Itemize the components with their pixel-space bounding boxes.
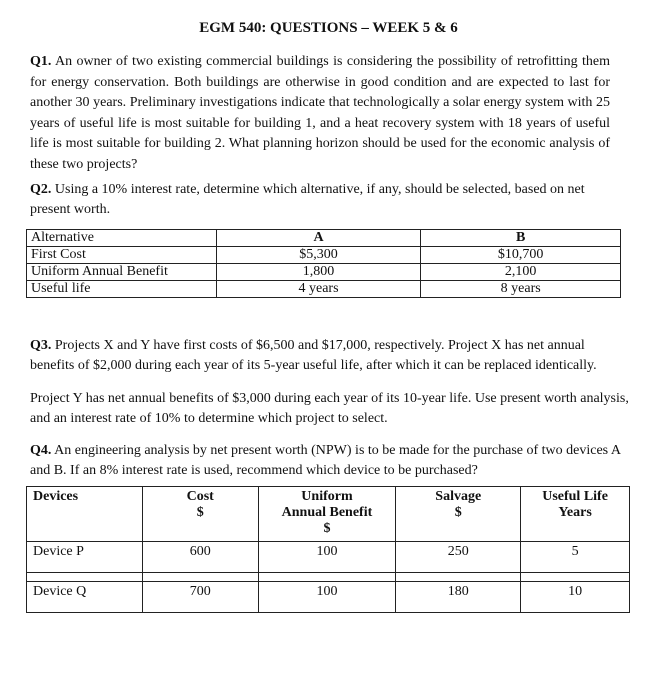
header-line: Years xyxy=(558,505,592,520)
table-cell: 5 xyxy=(521,542,630,573)
header-line: Salvage xyxy=(435,489,482,504)
table-header-row xyxy=(27,487,630,542)
header-line: Useful Life xyxy=(542,489,608,504)
table-cell: 10 xyxy=(521,582,630,613)
table-cell: 1,800 xyxy=(216,264,421,281)
devices-table xyxy=(26,486,630,613)
table-header-cell xyxy=(521,487,630,542)
table-cell: Uniform Annual Benefit xyxy=(27,264,217,281)
table-cell: 2,100 xyxy=(421,264,621,281)
table-cell: 700 xyxy=(142,582,258,613)
table-cell: 4 years xyxy=(216,281,421,298)
table-header-cell xyxy=(258,487,396,542)
question-1 xyxy=(30,52,610,175)
table-spacer-row xyxy=(27,573,630,582)
question-4 xyxy=(30,441,630,481)
table-header-cell: Alternative xyxy=(27,230,217,247)
table-row xyxy=(27,542,630,573)
question-text: An engineering analysis by net present worth (NPW) is to be made for the purchase of two devices A and B. If an 8% interest rate is used, recommend which device to be purchased? xyxy=(30,443,621,478)
table-cell: 100 xyxy=(258,542,396,573)
table-cell: 8 years xyxy=(421,281,621,298)
table-row xyxy=(27,582,630,613)
header-line: $ xyxy=(323,521,331,536)
question-text: Projects X and Y have first costs of $6,500 and $17,000, respectively. Project X has net annual benefits of $2,000 during each year of its 5-year useful life, after which it can be replaced identically. xyxy=(30,338,597,373)
table-cell: 600 xyxy=(142,542,258,573)
table-cell: 250 xyxy=(396,542,521,573)
table-header-cell: B xyxy=(421,230,621,247)
table-header-row xyxy=(27,230,621,247)
table-cell: Device P xyxy=(27,542,143,573)
table-row xyxy=(27,247,621,264)
table-cell: $5,300 xyxy=(216,247,421,264)
question-label: Q3. xyxy=(30,338,52,353)
table-cell: Device Q xyxy=(27,582,143,613)
table-cell: Useful life xyxy=(27,281,217,298)
table-cell: 180 xyxy=(396,582,521,613)
header-line: $ xyxy=(454,505,462,520)
question-2 xyxy=(30,180,615,220)
header-line: Annual Benefit xyxy=(281,505,373,520)
table-header-cell: Devices xyxy=(27,487,143,542)
question-label: Q4. xyxy=(30,443,52,458)
header-line: $ xyxy=(196,505,204,520)
table-cell: $10,700 xyxy=(421,247,621,264)
question-label: Q1. xyxy=(30,54,52,69)
question-3-continued: Project Y has net annual benefits of $3,000 during each year of its 10-year life. Use present worth analysis, and an interest rate of 10% to determine which project to select. xyxy=(30,391,629,426)
table-header-cell xyxy=(396,487,521,542)
table-cell: First Cost xyxy=(27,247,217,264)
alternatives-table xyxy=(26,229,621,298)
table-header-cell: A xyxy=(216,230,421,247)
question-label: Q2. xyxy=(30,182,52,197)
question-3 xyxy=(30,336,625,376)
question-text: An owner of two existing commercial buildings is considering the possibility of retrofitting them for energy conservation. Both buildings are otherwise in good condition and are expected to last for another 30 years. Preliminary investigations indicate that technologically a solar energy system with 25 years of useful life is most suitable for building 1, and a heat recovery system with 18 years of useful life is most suitable for building 2. What planning horizon should be used for the economic analysis of these two projects? xyxy=(30,54,610,172)
header-line: Uniform xyxy=(301,489,353,504)
table-cell: 100 xyxy=(258,582,396,613)
table-header-cell xyxy=(142,487,258,542)
page-title: EGM 540: QUESTIONS – WEEK 5 & 6 xyxy=(199,20,458,36)
table-row xyxy=(27,264,621,281)
header-line: Cost xyxy=(186,489,214,504)
question-text: Using a 10% interest rate, determine which alternative, if any, should be selected, based on net present worth. xyxy=(30,182,585,217)
table-row xyxy=(27,281,621,298)
